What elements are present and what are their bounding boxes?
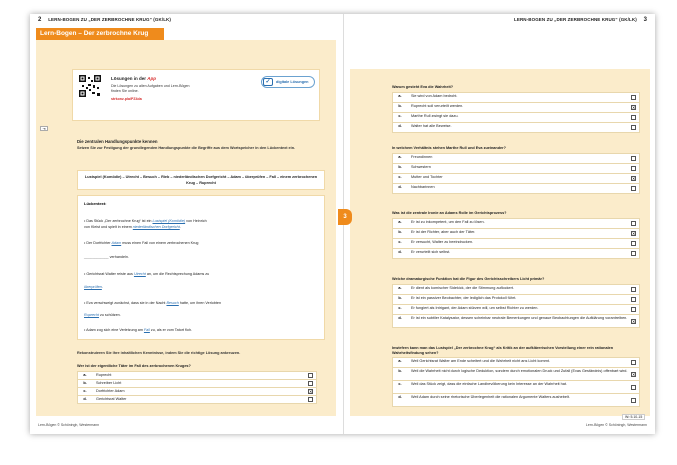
gap-text-static: an, um die Rechtsprechung Adams zu — [145, 272, 210, 276]
checkbox-empty[interactable] — [631, 297, 636, 302]
web-code: W² 5.10-15 — [622, 414, 645, 420]
answer-text: Sie wird von Adam bedroht. — [411, 94, 458, 98]
answer-letter: c. — [83, 389, 87, 393]
answer-text: Weil die Wahrheit nicht durch logische Deduktion, sondern durch emotionalen Druck und Zufall (Evas Geständnis) offenbart wird. — [411, 369, 628, 373]
answer-letter: d. — [398, 185, 402, 189]
gap-text-line — [84, 271, 320, 277]
answer-table-q1 — [77, 371, 317, 403]
gap-text-static: • Das Stück „Der zerbrochne Krug“ ist ein — [84, 219, 153, 223]
checkbox-empty[interactable] — [308, 397, 313, 402]
answer-table-q4 — [392, 218, 640, 258]
gap-text-blank[interactable]: Adam — [111, 241, 122, 245]
answer-letter: d. — [398, 316, 402, 320]
answer-text: Dorfrichter Adam — [96, 389, 125, 393]
gap-text-static: muss einen Fall von einem zerbrochenen Krug — [121, 241, 199, 245]
answer-text: Ruprecht soll verurteilt werden. — [411, 104, 464, 108]
gap-text-line — [84, 224, 320, 230]
question-5: Welche dramaturgische Funktion hat die Figur des Gerichtsschreibers Licht primär? — [392, 277, 545, 281]
gap-text-static: zu schützen. — [98, 313, 121, 317]
answer-text: Nachbarinnen — [411, 185, 435, 189]
answer-text: Schreiber Licht — [96, 381, 122, 385]
question-4: Was ist die zentrale Ironie an Adams Rolle im Gerichtsprozess? — [392, 211, 507, 215]
answer-text: Er fungiert als Intrigant, der Adam stürzen will, um selbst Richter zu werden. — [411, 306, 539, 310]
checkbox-checked[interactable]: ✕ — [632, 371, 636, 377]
right-page — [343, 14, 655, 434]
gap-text-blank[interactable]: Utrecht — [133, 272, 146, 276]
answer-letter: d. — [398, 250, 402, 254]
answer-text: Er verurteilt sich selbst. — [411, 250, 451, 254]
checkbox-checked[interactable]: ✕ — [632, 105, 636, 110]
answer-text: Er ist der Richter, aber auch der Täter. — [411, 230, 476, 234]
gap-text-static: • Der Dorfrichter — [84, 241, 112, 245]
page-number: 2 — [38, 17, 42, 23]
gap-text-line — [84, 284, 320, 290]
answer-text: Freundinnen — [411, 155, 433, 159]
answer-text: Weil Gerichtsrat Walter am Ende scheitert und die Wahrheit nicht ans Licht kommt. — [411, 359, 550, 363]
checkbox-empty[interactable] — [631, 221, 636, 226]
gap-text-line — [84, 300, 320, 306]
answer-letter: d. — [398, 124, 402, 128]
answer-letter: b. — [398, 369, 402, 373]
answer-letter: a. — [398, 220, 402, 224]
right-running-head — [514, 17, 647, 23]
checkbox-empty[interactable] — [631, 125, 636, 130]
checkbox-empty[interactable] — [631, 385, 636, 390]
gap-text-blank[interactable]: Fall — [143, 328, 150, 332]
checkbox-checked[interactable]: ✕ — [309, 389, 313, 394]
answer-text: Gerichtsrat Walter — [96, 397, 127, 401]
gap-text-static: • Adam zog sich eine Verletzung am — [84, 328, 144, 332]
question-1: Wer ist der eigentliche Täter im Fall des zerbrochenen Kruges? — [77, 364, 191, 368]
left-running-head — [38, 17, 171, 23]
answer-letter: a. — [398, 94, 402, 98]
checkbox-empty[interactable] — [631, 115, 636, 120]
qr-code-icon[interactable] — [79, 75, 101, 97]
right-footer: Lern-Bögen © Schöningh, Westermann — [585, 423, 647, 427]
gap-text-static: . — [179, 225, 181, 229]
heading-handlungspunkte: Die zentralen Handlungspunkte kennen — [77, 139, 158, 144]
book-spread — [30, 14, 655, 434]
answer-text: Marthe Rull zwingt sie dazu. — [411, 114, 459, 118]
page-banner: Lern-Bogen – Der zerbrochne Krug — [36, 28, 164, 40]
answer-letter: c. — [398, 175, 402, 179]
gap-text-static: zu, als er vom Tatort floh. — [149, 328, 193, 332]
answer-letter: a. — [398, 155, 402, 159]
checkbox-empty[interactable] — [631, 287, 636, 292]
solutions-text: Die Lösungen zu allen Aufgaben und Lern-Bögen finden Sie online. — [111, 84, 190, 93]
answer-row — [392, 248, 640, 259]
answer-row — [392, 380, 640, 394]
gap-text-static: • Gerichtsrat Walter reiste aus — [84, 272, 134, 276]
checkbox-empty[interactable] — [631, 241, 636, 246]
answer-row — [392, 183, 640, 194]
checkbox-checked[interactable]: ✕ — [632, 231, 636, 236]
answer-letter: b. — [398, 104, 402, 108]
answer-letter: a. — [398, 286, 402, 290]
answer-text: Er ist ein passiver Beobachter, der lediglich das Protokoll führt. — [411, 296, 517, 300]
section-marker-icon: ⇥ — [40, 126, 48, 131]
answer-letter: d. — [398, 395, 402, 399]
gap-text-static: von Heinrich — [185, 219, 207, 223]
checkbox-empty[interactable] — [631, 307, 636, 312]
answer-row — [392, 314, 640, 328]
gap-text-blank[interactable]: Lustspiel (Komödie) — [152, 219, 186, 223]
answer-text: Ruprecht — [96, 373, 112, 377]
gap-text-static: von Kleist und spielt in einem — [84, 225, 133, 229]
word-bank: Lustspiel (Komödie) – Utrecht – Besuch – Rieb – niederländischen Dorfgericht – Adam – überprüfen – Fall – einem zerbrochenen Krug – Ruprecht — [77, 170, 325, 190]
solutions-title: Lösungen in der App — [111, 76, 157, 81]
checkbox-empty[interactable] — [631, 156, 636, 161]
answer-text: Mutter und Tochter — [411, 175, 443, 179]
gap-text-line — [84, 327, 320, 333]
question-3: In welchem Verhältnis stehen Marthe Rull und Eva zueinander? — [392, 146, 506, 150]
checkbox-empty[interactable] — [308, 373, 313, 378]
checkbox-empty[interactable] — [631, 360, 636, 365]
answer-text: Schwestern — [411, 165, 431, 169]
instruction-wortspeicher: Setzen Sie zur Festigung der grundlegenden Handlungspunkte die Begriffe aus dem Wortspeicher in den Lückentext ein. — [77, 146, 296, 150]
answer-letter: b. — [398, 230, 402, 234]
answer-row — [392, 367, 640, 381]
answer-text: Er dient als komischer Sidekick, der die Stimmung auflockert. — [411, 286, 514, 290]
gap-text-blank[interactable]: niederländischen Dorfgericht — [132, 225, 180, 229]
checkbox-checked[interactable]: ✕ — [632, 318, 636, 324]
page-number: 3 — [643, 17, 647, 23]
answer-letter: c. — [398, 240, 402, 244]
checkbox-empty[interactable] — [631, 186, 636, 191]
gap-text-box — [77, 195, 325, 340]
answer-text: Er versucht, Walter zu beeindrucken. — [411, 240, 474, 244]
gap-text-blank[interactable]: überprüfen — [84, 285, 102, 289]
answer-row — [392, 393, 640, 407]
gap-text-blank[interactable]: Besuch — [166, 301, 179, 305]
answer-row — [77, 395, 317, 404]
answer-table-q3 — [392, 153, 640, 193]
question-6: Inwiefern kann man das Lustspiel „Der zerbrochne Krug“ als Kritik an der aufklärerischen Vorstellung einer rein rationalen Wahrheitsfindung sehen? — [392, 346, 614, 355]
answer-letter: b. — [398, 296, 402, 300]
digital-solutions-badge[interactable]: ✓ digitale Lösungen — [261, 76, 315, 88]
gap-text-static: . — [101, 285, 103, 289]
instruction-ankreuzen: Rekonstruieren Sie Ihre inhaltlichen Kenntnisse, indem Sie die richtige Lösung ankreuzen. — [77, 351, 241, 355]
question-2: Warum gesteht Eva die Wahrheit? — [392, 85, 454, 89]
answer-letter: a. — [83, 373, 87, 377]
answer-letter: d. — [83, 397, 87, 401]
gap-text-title: Lückentext: — [84, 201, 107, 206]
solutions-box — [72, 69, 320, 121]
answer-letter: c. — [398, 382, 402, 386]
checkbox-empty[interactable] — [631, 398, 636, 403]
gap-text-line — [84, 312, 320, 318]
answer-letter: c. — [398, 114, 402, 118]
answer-table-q6 — [392, 357, 640, 406]
left-page — [30, 14, 343, 434]
gap-text-line — [84, 240, 320, 246]
solutions-code[interactable]: strkonz.pla/PZ4da — [111, 97, 142, 101]
left-footer: Lern-Bögen © Schöningh, Westermann — [38, 423, 100, 427]
answer-letter: c. — [398, 306, 402, 310]
answer-letter: a. — [398, 359, 402, 363]
answer-text: Er ist ein subtiler Katalysator, dessen scheinbar neutrale Bemerkungen und genaue Beobachtungen die Aufklärung vorantreiben. — [411, 316, 628, 320]
answer-table-q2 — [392, 92, 640, 132]
answer-text: Weil das Stück zeigt, dass die einfache Landbevölkerung kein Interesse an der Wahrheit hat. — [411, 382, 567, 386]
answer-text: Walter hat alle Beweise. — [411, 124, 452, 128]
checkbox-empty[interactable] — [631, 166, 636, 171]
checkbox-empty[interactable] — [308, 381, 313, 386]
answer-row — [392, 122, 640, 133]
answer-table-q5 — [392, 284, 640, 327]
checkbox-empty[interactable] — [631, 95, 636, 100]
checkmark-icon: ✓ — [263, 78, 273, 86]
running-head-text: LERN-BOGEN ZU „DER ZERBROCHNE KRUG“ (GK/LK) — [514, 17, 637, 22]
gap-text-line: ____________ verhandeln. — [84, 255, 129, 259]
checkbox-empty[interactable] — [631, 251, 636, 256]
answer-letter: b. — [83, 381, 87, 385]
answer-text: Er ist zu inkompetent, um den Fall zu lösen. — [411, 220, 485, 224]
answer-text: Weil Adam durch seine rhetorische Überlegenheit die rationalen Argumente Walters aushebelt. — [411, 395, 570, 399]
answer-letter: b. — [398, 165, 402, 169]
gap-text-static: hatte, um ihren Verlobten — [178, 301, 222, 305]
running-head-text: LERN-BOGEN ZU „DER ZERBROCHNE KRUG“ (GK/LK) — [48, 17, 171, 22]
gap-text-blank[interactable]: Ruprecht — [84, 313, 99, 317]
gap-text-static: • Eva verschweigt zunächst, dass sie in der Nacht — [84, 301, 167, 305]
checkbox-checked[interactable]: ✕ — [632, 176, 636, 181]
gap-text-static: verhandeln. — [108, 255, 129, 259]
chapter-tab[interactable]: 3 — [338, 209, 352, 225]
